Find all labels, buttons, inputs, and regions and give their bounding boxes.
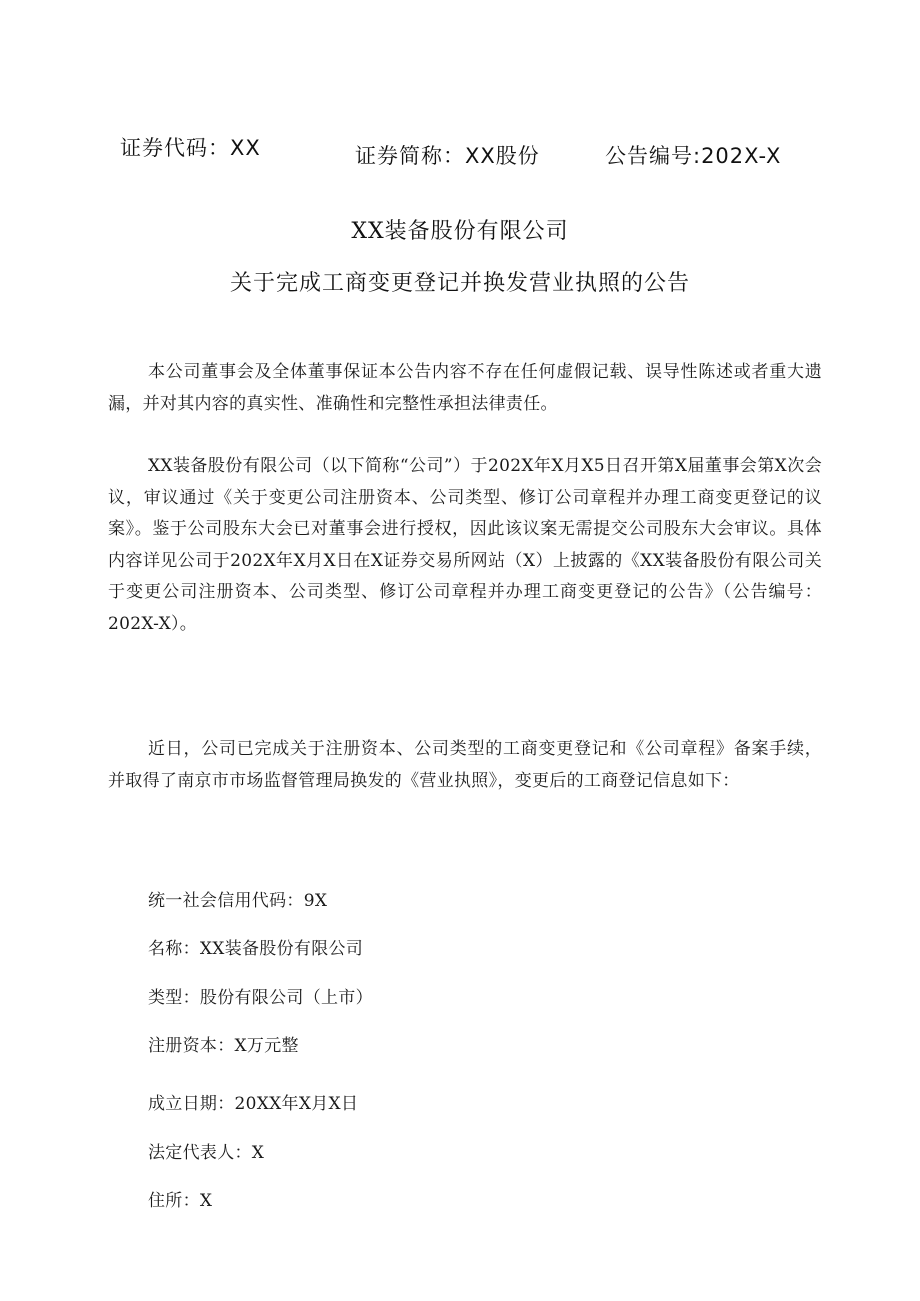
credit-code-line: 统一社会信用代码：9X	[148, 891, 328, 911]
completion-paragraph: 近日，公司已完成关于注册资本、公司类型的工商变更登记和《公司章程》备案手续，并取得了南京市市场监督管理局换发的《营业执照》，变更后的工商登记信息如下：	[108, 739, 822, 791]
board-statement-paragraph: 本公司董事会及全体董事保证本公告内容不存在任何虚假记载、误导性陈述或者重大遗漏，并对其内容的真实性、准确性和完整性承担法律责任。	[108, 362, 822, 414]
security-short-name: 证券简称：XX股份	[355, 144, 540, 168]
established-date-line: 成立日期：20XX年X月X日	[148, 1094, 359, 1114]
registered-capital-line: 注册资本：X万元整	[148, 1036, 299, 1056]
company-type-line: 类型：股份有限公司（上市）	[148, 988, 373, 1008]
notice-number: 公告编号:202X-X	[605, 144, 782, 168]
notice-title: 关于完成工商变更登记并换发营业执照的公告	[229, 271, 690, 296]
company-title: XX装备股份有限公司	[351, 219, 569, 244]
legal-representative-line: 法定代表人：X	[148, 1143, 265, 1163]
company-name-line: 名称：XX装备股份有限公司	[148, 939, 364, 959]
background-paragraph: XX装备股份有限公司（以下简称“公司”）于202X年X月X5日召开第X届董事会第X次会议，审议通过《关于变更公司注册资本、公司类型、修订公司章程并办理工商变更登记的议案》。鉴于公司股东大会已对董事会进行授权，因此该议案无需提交公司股东大会审议。具体内容详见公司于202X年X月X日在X证券交易所网站（X）上披露的《XX装备股份有限公司关于变更公司注册资本、公司类型、修订公司章程并办理工商变更登记的公告》（公告编号：202X-X）。	[108, 456, 822, 634]
security-code: 证券代码：XX	[120, 136, 261, 160]
address-line: 住所：X	[148, 1191, 213, 1211]
